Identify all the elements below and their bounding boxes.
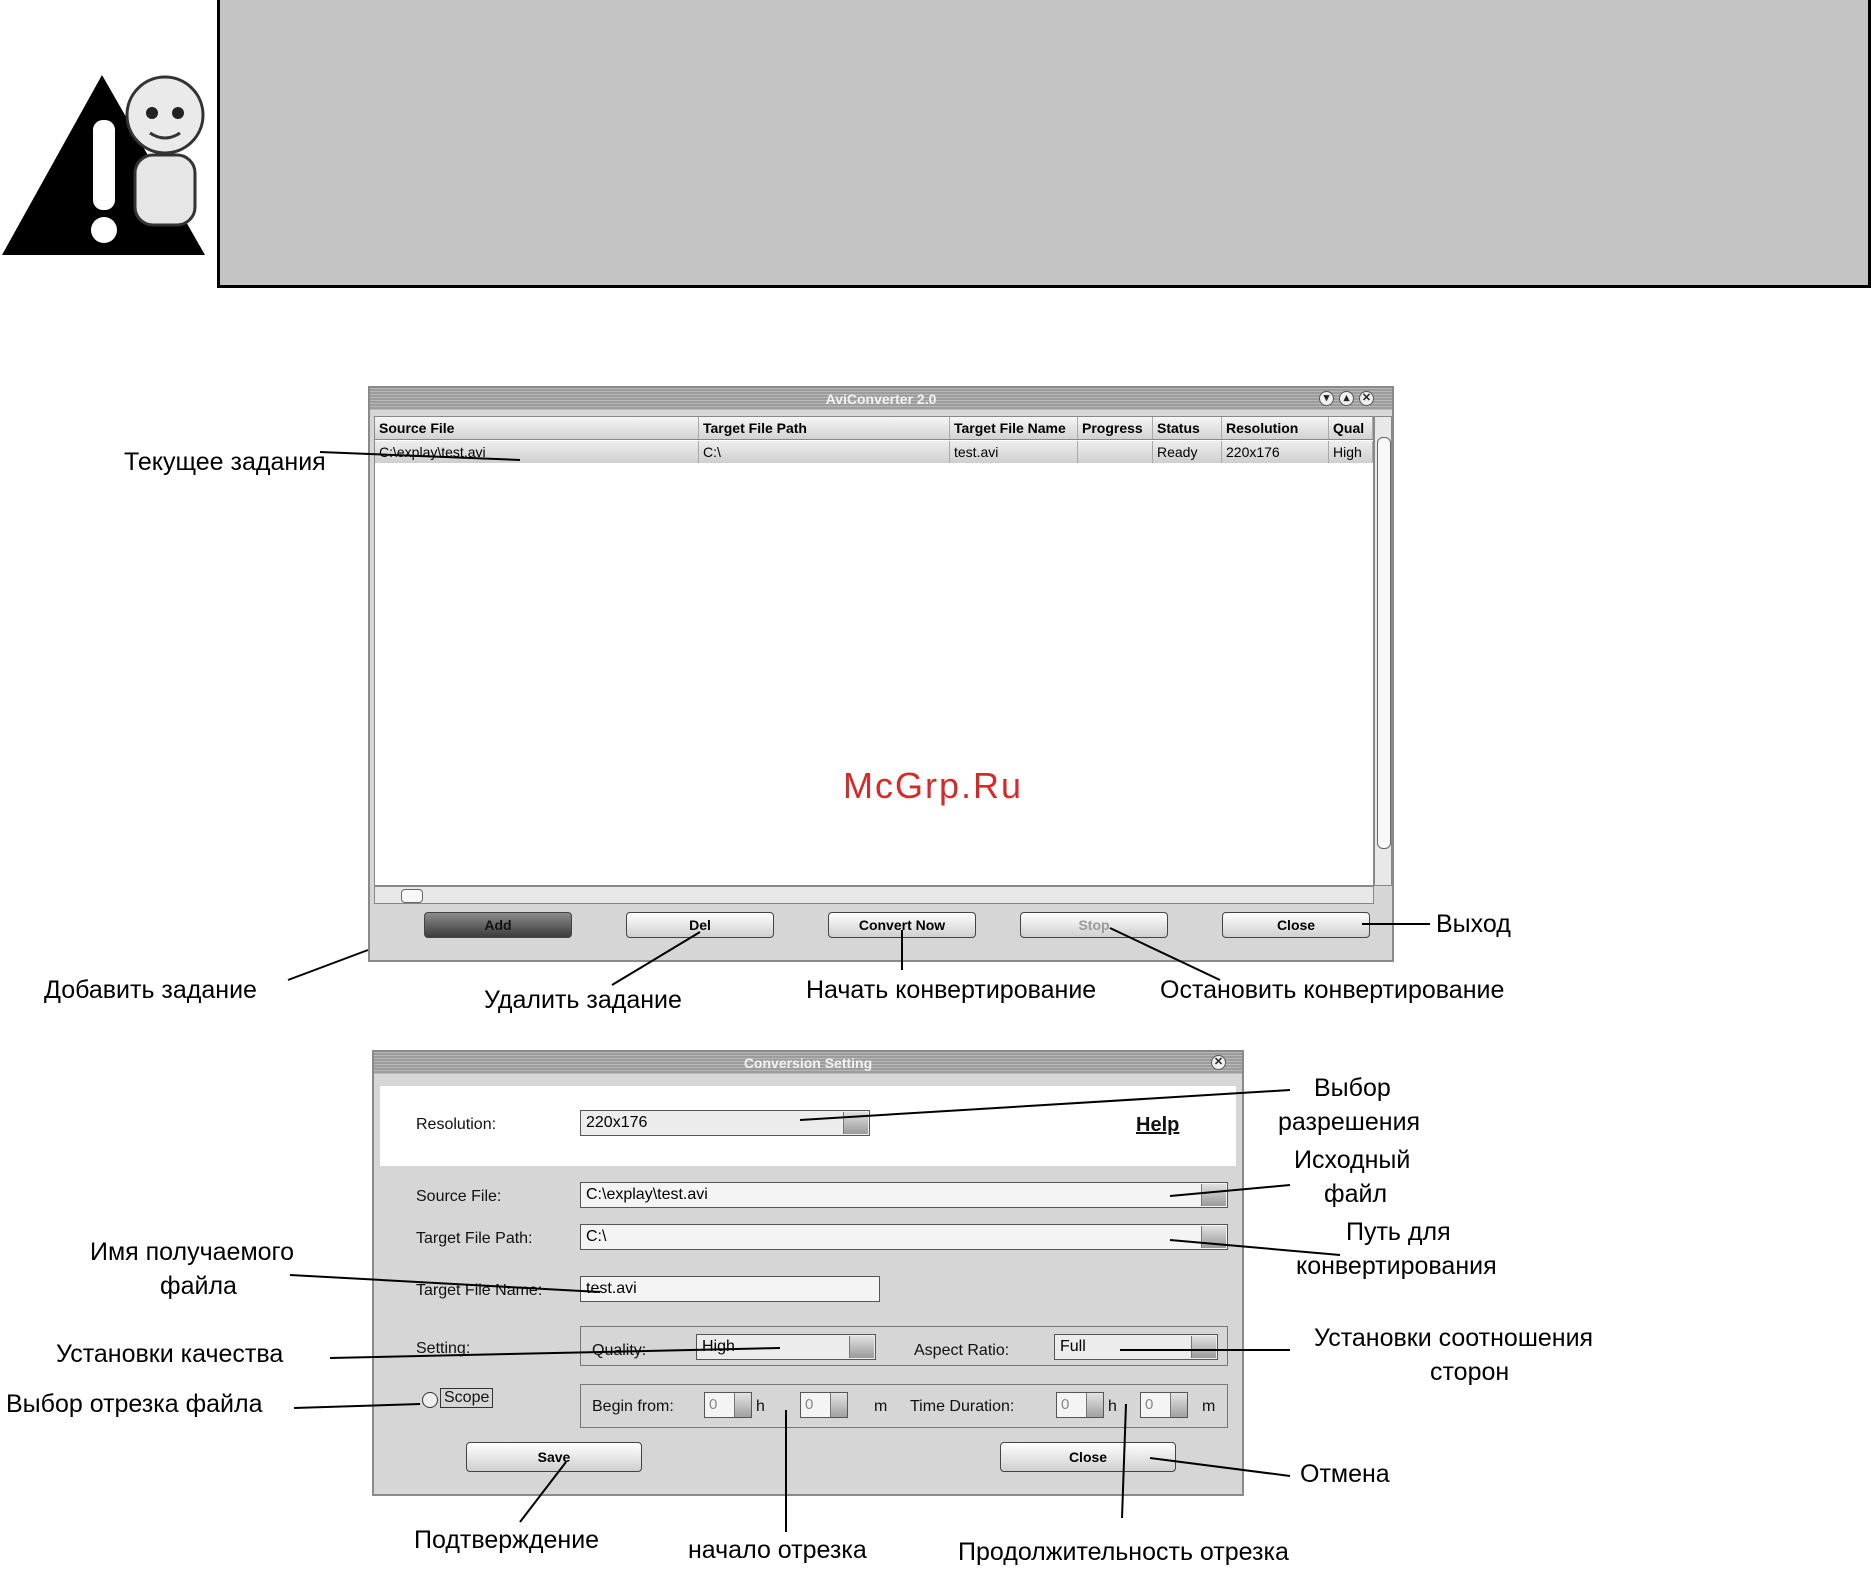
annotation-stop-convert: Остановить конвертирование xyxy=(1160,976,1505,1004)
add-button[interactable]: Add xyxy=(424,912,572,938)
col-quality[interactable]: Qual xyxy=(1329,417,1373,439)
scope-group xyxy=(580,1384,1228,1428)
annotation-name-2: файла xyxy=(160,1272,237,1300)
del-button[interactable]: Del xyxy=(626,912,774,938)
annotation-source-2: файл xyxy=(1324,1180,1388,1208)
hours-unit: h xyxy=(1108,1398,1117,1415)
aspect-ratio-value: Full xyxy=(1060,1338,1086,1355)
aspect-ratio-label: Aspect Ratio: xyxy=(914,1342,1010,1359)
duration-hours-stepper[interactable] xyxy=(1056,1392,1104,1418)
col-target-path[interactable]: Target File Path xyxy=(699,417,950,439)
cell-progress xyxy=(1078,441,1153,463)
browse-target-icon[interactable] xyxy=(1201,1226,1226,1248)
cell-quality: High xyxy=(1329,441,1373,463)
cell-resolution: 220x176 xyxy=(1222,441,1329,463)
quality-select[interactable] xyxy=(696,1334,876,1360)
cell-target-path: C:\ xyxy=(699,441,950,463)
annotation-cancel: Отмена xyxy=(1300,1460,1390,1488)
begin-minutes-value: 0 xyxy=(805,1396,814,1413)
window-titlebar[interactable] xyxy=(370,388,1392,410)
minimize-icon[interactable]: ▾ xyxy=(1319,391,1334,406)
h-scroll-thumb[interactable] xyxy=(401,889,423,903)
source-file-value: C:\explay\test.avi xyxy=(586,1186,708,1203)
duration-hours-value: 0 xyxy=(1061,1396,1070,1413)
resolution-value: 220x176 xyxy=(586,1114,648,1131)
stop-button[interactable]: Stop xyxy=(1020,912,1168,938)
help-link[interactable]: Help xyxy=(1136,1114,1180,1136)
convert-now-button[interactable]: Convert Now xyxy=(828,912,976,938)
horizontal-scrollbar[interactable] xyxy=(374,886,1374,904)
target-path-label: Target File Path: xyxy=(416,1230,533,1247)
warning-note-box xyxy=(217,0,1871,288)
time-duration-label: Time Duration: xyxy=(910,1398,1015,1415)
annotation-path-2: конвертирования xyxy=(1296,1252,1497,1280)
annotation-name-1: Имя получаемого xyxy=(90,1238,295,1266)
target-name-value: test.avi xyxy=(586,1280,637,1297)
task-list[interactable] xyxy=(374,416,1374,886)
settings-titlebar[interactable] xyxy=(374,1052,1242,1074)
annotation-del-task: Удалить задание xyxy=(484,986,682,1014)
annotation-seg-start: начало отрезка xyxy=(688,1536,867,1564)
watermark: McGrp.Ru xyxy=(843,765,1024,806)
begin-from-label: Begin from: xyxy=(592,1398,674,1415)
duration-minutes-stepper[interactable] xyxy=(1140,1392,1188,1418)
minutes-unit: m xyxy=(1202,1398,1216,1415)
duration-minutes-value: 0 xyxy=(1145,1396,1154,1413)
scope-checkbox[interactable] xyxy=(422,1392,438,1408)
col-status[interactable]: Status xyxy=(1153,417,1222,439)
col-progress[interactable]: Progress xyxy=(1078,417,1153,439)
annotation-quality-set: Установки качества xyxy=(56,1340,284,1368)
col-target-name[interactable]: Target File Name xyxy=(950,417,1078,439)
dropdown-icon[interactable] xyxy=(843,1112,868,1134)
scope-label[interactable]: Scope xyxy=(440,1388,493,1408)
col-resolution[interactable]: Resolution xyxy=(1222,417,1329,439)
annotation-res-choice-1: Выбор xyxy=(1314,1074,1391,1102)
settings-title: Conversion Setting xyxy=(743,1055,873,1071)
quality-label: Quality: xyxy=(592,1342,647,1359)
annotation-aspect-2: сторон xyxy=(1430,1358,1510,1386)
begin-hours-value: 0 xyxy=(709,1396,718,1413)
resolution-select[interactable] xyxy=(580,1110,870,1136)
cell-target-name: test.avi xyxy=(950,441,1078,463)
target-name-input[interactable] xyxy=(580,1276,880,1302)
cell-source: C:\explay\test.avi xyxy=(375,441,699,463)
minutes-unit: m xyxy=(874,1398,888,1415)
scroll-thumb[interactable] xyxy=(1377,437,1391,849)
begin-hours-stepper[interactable] xyxy=(704,1392,752,1418)
target-path-value: C:\ xyxy=(586,1228,607,1245)
target-name-label: Target File Name: xyxy=(416,1282,543,1299)
annotation-seg-duration: Продолжительность отрезка xyxy=(958,1538,1289,1566)
conversion-setting-window xyxy=(372,1050,1244,1496)
annotation-add-task: Добавить задание xyxy=(44,976,257,1004)
annotation-aspect-1: Установки соотношения xyxy=(1314,1324,1594,1352)
annotation-res-choice-2: разрешения xyxy=(1278,1108,1421,1136)
source-file-label: Source File: xyxy=(416,1188,502,1205)
resolution-label: Resolution: xyxy=(416,1116,497,1133)
quality-value: High xyxy=(702,1338,735,1355)
annotation-scope-choice: Выбор отрезка файла xyxy=(6,1390,263,1418)
annotation-path-1: Путь для xyxy=(1346,1218,1451,1246)
window-title: AviConverter 2.0 xyxy=(825,391,937,407)
hours-unit: h xyxy=(756,1398,765,1415)
dropdown-icon[interactable] xyxy=(1191,1336,1216,1358)
annotation-current-task: Текущее задания xyxy=(124,448,326,476)
target-path-field[interactable] xyxy=(580,1224,1228,1250)
warning-icon xyxy=(0,55,215,260)
settings-close-button[interactable]: Close xyxy=(1000,1442,1176,1472)
dropdown-icon[interactable] xyxy=(849,1336,874,1358)
task-list-header xyxy=(375,417,1373,440)
setting-label: Setting: xyxy=(416,1340,471,1357)
annotation-source-1: Исходный xyxy=(1294,1146,1411,1174)
close-icon[interactable]: ✕ xyxy=(1211,1055,1226,1070)
source-file-field[interactable] xyxy=(580,1182,1228,1208)
cell-status: Ready xyxy=(1153,441,1222,463)
begin-minutes-stepper[interactable] xyxy=(800,1392,848,1418)
annotation-start-convert: Начать конвертирование xyxy=(806,976,1097,1004)
save-button[interactable]: Save xyxy=(466,1442,642,1472)
vertical-scrollbar[interactable] xyxy=(1374,416,1392,886)
aspect-ratio-select[interactable] xyxy=(1054,1334,1218,1360)
annotation-exit: Выход xyxy=(1436,910,1511,938)
browse-source-icon[interactable] xyxy=(1201,1184,1226,1206)
maximize-icon[interactable]: ▴ xyxy=(1339,391,1354,406)
annotation-confirm: Подтверждение xyxy=(414,1526,600,1554)
aviconverter-window xyxy=(368,386,1394,962)
col-source-file[interactable]: Source File xyxy=(375,417,699,439)
table-row[interactable] xyxy=(375,441,1373,463)
close-button[interactable]: Close xyxy=(1222,912,1370,938)
close-icon[interactable]: ✕ xyxy=(1359,391,1374,406)
